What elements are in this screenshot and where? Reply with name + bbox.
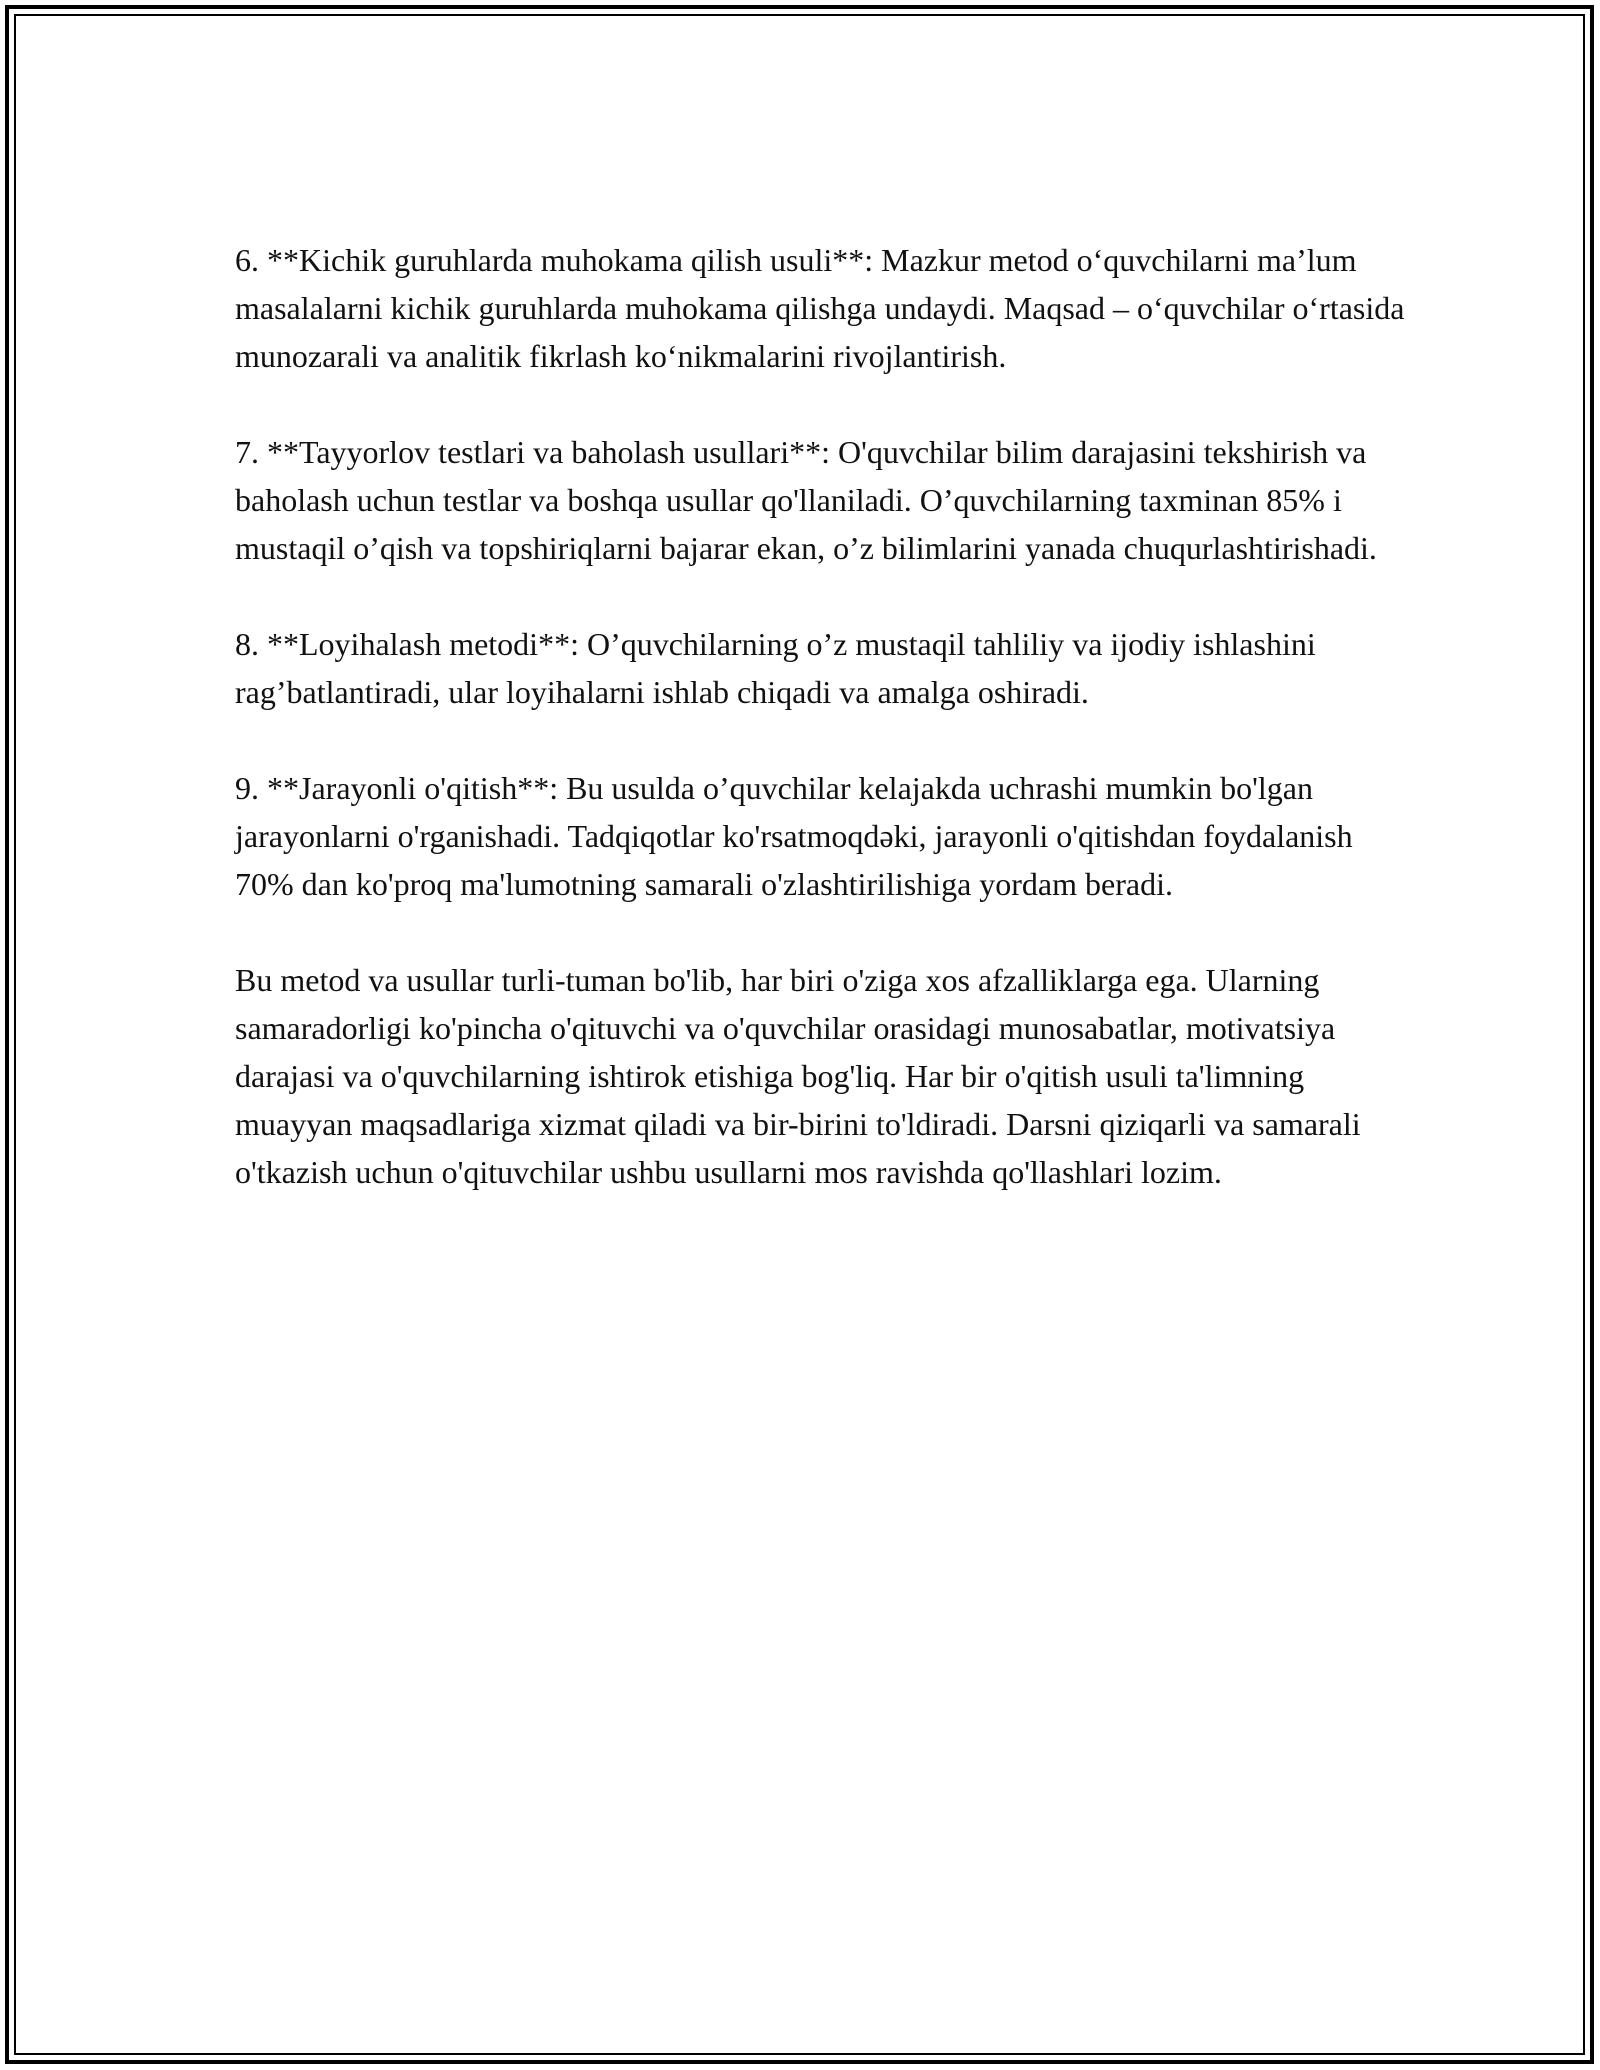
document-body — [235, 236, 1415, 1196]
paragraph-6-small-group-discussion: 6. **Kichik guruhlarda muhokama qilish usuli**: Mazkur metod o‘quvchilarni ma’lum masalalarni kichik guruhlarda muhokama qilishga undaydi. Maqsad – o‘quvchilar o‘rtasida munozarali va analitik fikrlash ko‘nikmalarini rivojlantirish. — [235, 242, 1405, 374]
paragraph-8-project-method: 8. **Loyihalash metodi**: O’quvchilarning o’z mustaqil tahliliy va ijodiy ishlashini rag’batlantiradi, ular loyihalarni ishlab chiqadi va amalga oshiradi. — [235, 626, 1316, 710]
paragraph-conclusion: Bu metod va usullar turli-tuman bo'lib, har biri o'ziga xos afzalliklarga ega. Ularning samaradorligi ko'pincha o'qituvchi va o'quvchilar orasidagi munosabatlar, motivatsiya darajasi va o'quvchilarning ishtirok etishiga bog'liq. Har bir o'qitish usuli ta'limning muayyan maqsadlariga xizmat qiladi va bir-birini to'ldiradi. Darsni qiziqarli va samarali o'tkazish uchun o'qituvchilar ushbu usullarni mos ravishda qo'llashlari lozim. — [235, 962, 1361, 1190]
paragraph-9-process-learning: 9. **Jarayonli o'qitish**: Bu usulda o’quvchilar kelajakda uchrashi mumkin bo'lgan jarayonlarni o'rganishadi. Tadqiqotlar ko'rsatmoqdəki, jarayonli o'qitishdan foydalanish 70% dan ko'proq ma'lumotning samarali o'zlashtirilishiga yordam beradi. — [235, 770, 1353, 902]
paragraph-7-tests-and-assessment: 7. **Tayyorlov testlari va baholash usullari**: O'quvchilar bilim darajasini tekshirish va baholash uchun testlar va boshqa usullar qo'llaniladi. O’quvchilarning taxminan 85% i mustaqil o’qish va topshiriqlarni bajarar ekan, o’z bilimlarini yanada chuqurlashtirishadi. — [235, 434, 1377, 566]
